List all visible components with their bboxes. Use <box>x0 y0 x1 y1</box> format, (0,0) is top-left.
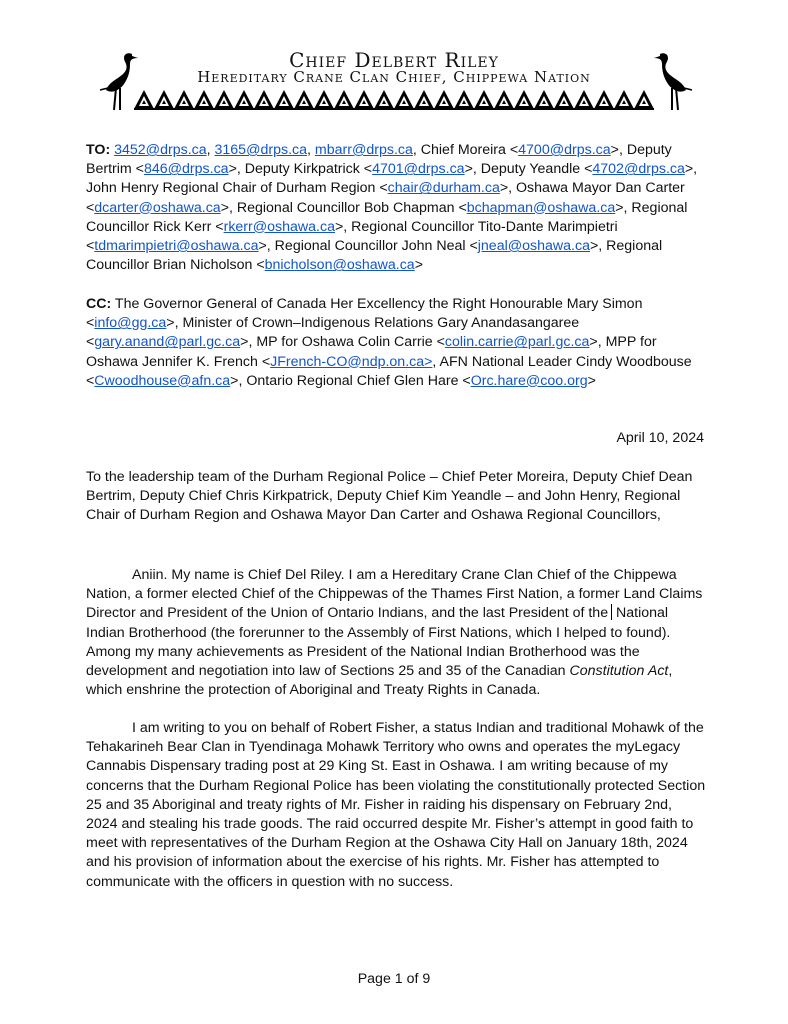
email-link[interactable]: colin.carrie@parl.gc.ca <box>444 334 590 351</box>
email-link[interactable]: Orc.hare@coo.org <box>470 372 588 389</box>
recipient-text: >, Regional Councillor Bob Chapman < <box>220 199 467 216</box>
salutation: To the leadership team of the Durham Regional Police – Chief Peter Moreira, Deputy Chief Dean Bertrim, Deputy Chief Chris Kirkpatrick, Deputy Chief Kim Yeandle – and John Henry, Regional Chair of Durham Region and Oshawa Mayor Dan Carter and Oshawa Regional Councillors, <box>86 469 693 524</box>
page-number: Page 1 of 9 <box>357 971 431 987</box>
cc-label: CC: <box>86 296 112 312</box>
email-link[interactable]: 4700@drps.ca <box>518 142 611 158</box>
email-link[interactable]: 4701@drps.ca <box>372 161 465 178</box>
recipient-text: >, Oshawa Mayor Dan Carter < <box>86 180 685 216</box>
to-list <box>86 142 697 273</box>
to-recipients <box>86 141 706 275</box>
paragraph-text: Aniin. My name is Chief Del Riley. I am a Hereditary Crane Clan Chief of the Chippewa Nation, a former elected Chief of the Chippewas of the Thames First Nation, a former Land Claims Director and President of the Union of Ontario Indians, and the last President of the <box>86 567 703 622</box>
cc-recipients <box>86 295 706 391</box>
recipient-text: >, Minister of Crown–Indigenous Relations Gary Anandasangaree < <box>86 315 580 351</box>
email-link[interactable]: chair@durham.ca <box>387 180 500 197</box>
letterhead-name: Chief Delbert Riley <box>289 48 499 72</box>
to-label: TO: <box>86 142 111 158</box>
email-link[interactable]: 3165@drps.ca <box>214 142 308 158</box>
recipient-text: >, Regional Councillor Rick Kerr < <box>86 199 688 235</box>
email-link[interactable]: dcarter@oshawa.ca <box>94 199 221 216</box>
recipient-text: >, Deputy Yeandle < <box>464 161 593 178</box>
recipient-text: >, Regional Councillor Brian Nicholson < <box>86 238 663 274</box>
recipient-text: >, Regional Councillor John Neal < <box>258 238 478 255</box>
paragraph-text: , which enshrine the protection of Aboriginal and Treaty Rights in Canada. <box>86 663 673 699</box>
recipient-text: , <box>206 142 215 158</box>
email-link[interactable]: JFrench-CO@ndp.on.ca> <box>270 353 433 370</box>
email-link[interactable]: Cwoodhouse@afn.ca <box>94 372 231 389</box>
cc-list <box>86 296 692 389</box>
email-link[interactable]: 3452@drps.ca <box>114 142 207 158</box>
paragraph-introduction <box>86 566 706 700</box>
email-link[interactable]: bnicholson@oshawa.ca <box>264 257 415 274</box>
recipient-text: >, Ontario Regional Chief Glen Hare < <box>230 372 471 389</box>
email-link[interactable]: jneal@oshawa.ca <box>477 238 590 255</box>
italic-title: Constitution Act <box>569 663 669 680</box>
email-link[interactable]: 4702@drps.ca <box>592 161 685 178</box>
email-link[interactable]: gary.anand@parl.gc.ca <box>94 334 241 351</box>
letterhead-subtitle: Hereditary Crane Clan Chief, Chippewa Nation <box>197 68 591 86</box>
recipient-text: >, John Henry Regional Chair of Durham Region < <box>86 161 698 197</box>
recipient-text: > <box>414 257 423 274</box>
email-link[interactable]: mbarr@drps.ca <box>314 142 413 158</box>
email-link[interactable]: 846@drps.ca <box>143 161 229 178</box>
email-link[interactable]: bchapman@oshawa.ca <box>466 199 616 216</box>
recipient-text: >, MP for Oshawa Colin Carrie < <box>240 334 445 351</box>
paragraph-text: National Indian Brotherhood (the forerunner to the Assembly of First Nations, which I helped to found). Among my many achievements as President of the National Indian Brotherhood was the development and negotiation into law of Sections 25 and 35 of the Canadian <box>86 605 671 680</box>
email-link[interactable]: info@gg.ca <box>94 315 167 332</box>
decorative-border <box>134 88 654 110</box>
crane-icon <box>650 50 694 110</box>
recipient-text: > <box>587 372 596 389</box>
recipient-text: >, Deputy Bertrim < <box>86 142 672 178</box>
recipient-text: >, Regional Councillor Tito-Dante Marimpietri < <box>86 218 618 255</box>
recipient-text: , <box>307 142 315 158</box>
recipient-text: , Chief Moreira < <box>412 142 519 158</box>
email-link[interactable]: rkerr@oshawa.ca <box>223 218 335 235</box>
recipient-text: , AFN National Leader Cindy Woodbouse < <box>86 353 692 389</box>
border-baseline <box>134 108 654 110</box>
recipient-text: >, MPP for Oshawa Jennifer K. French < <box>86 334 657 370</box>
letterhead <box>0 44 788 116</box>
letter-date: April 10, 2024 <box>616 430 704 446</box>
recipient-text: The Governor General of Canada Her Excellency the Right Honourable Mary Simon < <box>86 296 643 332</box>
paragraph-concern: I am writing to you on behalf of Robert Fisher, a status Indian and traditional Mohawk of the Tehakarineh Bear Clan in Tyendinaga Mohawk Territory who owns and operates the myLegacy Cannabis Dispensary trading post at 29 King St. East in Oshawa. I am writing because of my concerns that the Durham Regional Police has been violating the constitutionally protected Section 25 and 35 Aboriginal and treaty rights of Mr. Fisher in raiding his dispensary on February 2nd, 2024 and stealing his trade goods. The raid occurred despite Mr. Fisher’s attempt in good faith to meet with representatives of the Durham Region at the Oshawa City Hall on January 18th, 2024 and his provision of information about the exercise of his rights. Mr. Fisher has attempted to communicate with the officers in question with no success. <box>86 720 706 890</box>
email-link[interactable]: tdmarimpietri@oshawa.ca <box>94 238 259 255</box>
recipient-text: >, Deputy Kirkpatrick < <box>228 161 373 178</box>
